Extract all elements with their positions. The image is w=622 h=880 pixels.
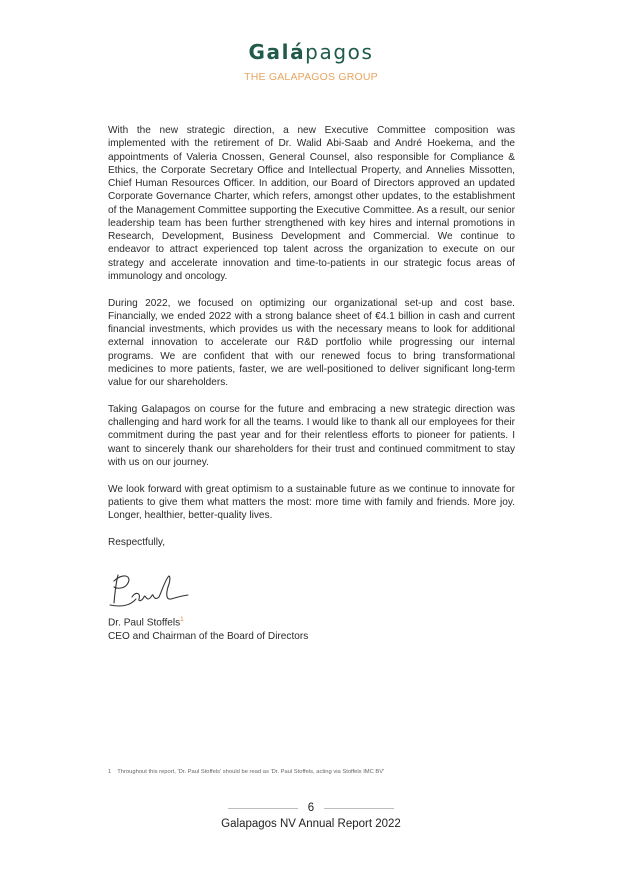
- footnote: [108, 769, 384, 775]
- paragraph-1: With the new strategic direction, a new Executive Committee composition was implemented with the retirement of Dr. Walid Abi-Saab and André Hoekema, and the appointments of Valeria Cnossen, General Counsel, also responsible for Compliance & Ethics, the Corporate Secretary Office and Intellectual Property, and Annelies Missotten, Chief Human Resources Officer. In addition, our Board of Directors approved an updated Corporate Governance Charter, which refers, amongst other updates, to the establishment of the Management Committee supporting the Executive Committee. As a result, our senior leadership team has been further strengthened with key hires and internal promotions in Research, Development, Business Development and Commercial. We continue to endeavor to attract experienced top talent across the organization to execute on our strategy and accelerate innovation and time-to-patients in our strategic focus areas of immunology and oncology.: [108, 125, 515, 282]
- company-logo: [0, 38, 622, 66]
- page-number: 6: [307, 802, 315, 814]
- footnote-text: Throughout this report, 'Dr. Paul Stoffels' should be read as 'Dr. Paul Stoffels, acting via Stoffels IMC BV': [117, 769, 385, 775]
- logo-light-text: pagos: [305, 40, 374, 64]
- page-footer: [0, 802, 622, 830]
- signer-name-line: [108, 614, 515, 630]
- page-header: [0, 38, 622, 83]
- paragraph-2: During 2022, we focused on optimizing our organizational set-up and cost base. Financially, we ended 2022 with a strong balance sheet of €4.1 billion in cash and current financial investments, which provides us with the necessary means to look for additional external innovation to accelerate our R&D portfolio while progressing our internal programs. We are confident that with our renewed focus to bring transformational medicines to more patients, faster, we are well-positioned to deliver significant long-term value for our shareholders.: [108, 297, 515, 388]
- signer-title: CEO and Chairman of the Board of Directors: [108, 630, 309, 642]
- paragraph-3: Taking Galapagos on course for the future and embracing a new strategic direction was challenging and hard work for all the teams. I would like to thank all our employees for their commitment during the past year and for their relentless efforts to pioneer for patients. I want to sincerely thank our shareholders for their trust and continued commitment to stay with us on our journey.: [108, 403, 515, 468]
- footer-rule-right: [324, 808, 394, 809]
- footnote-number: 1: [108, 769, 112, 775]
- signature-image: [108, 569, 198, 609]
- page-number-row: [0, 802, 622, 814]
- closing-salutation: Respectfully,: [108, 536, 166, 548]
- paragraph-4: We look forward with great optimism to a sustainable future as we continue to innovate for patients to give them what matters the most: more time with family and friends. More joy. Longer, healthier, better-quality lives.: [108, 483, 515, 521]
- signer-name: Dr. Paul Stoffels: [108, 617, 181, 629]
- logo-tagline: THE GALAPAGOS GROUP: [244, 71, 378, 83]
- report-title: Galapagos NV Annual Report 2022: [221, 818, 401, 830]
- signer-footnote-ref[interactable]: 1: [180, 617, 184, 623]
- logo-bold-text: Galá: [248, 40, 306, 64]
- footer-rule-left: [228, 808, 298, 809]
- letter-body: [108, 124, 515, 643]
